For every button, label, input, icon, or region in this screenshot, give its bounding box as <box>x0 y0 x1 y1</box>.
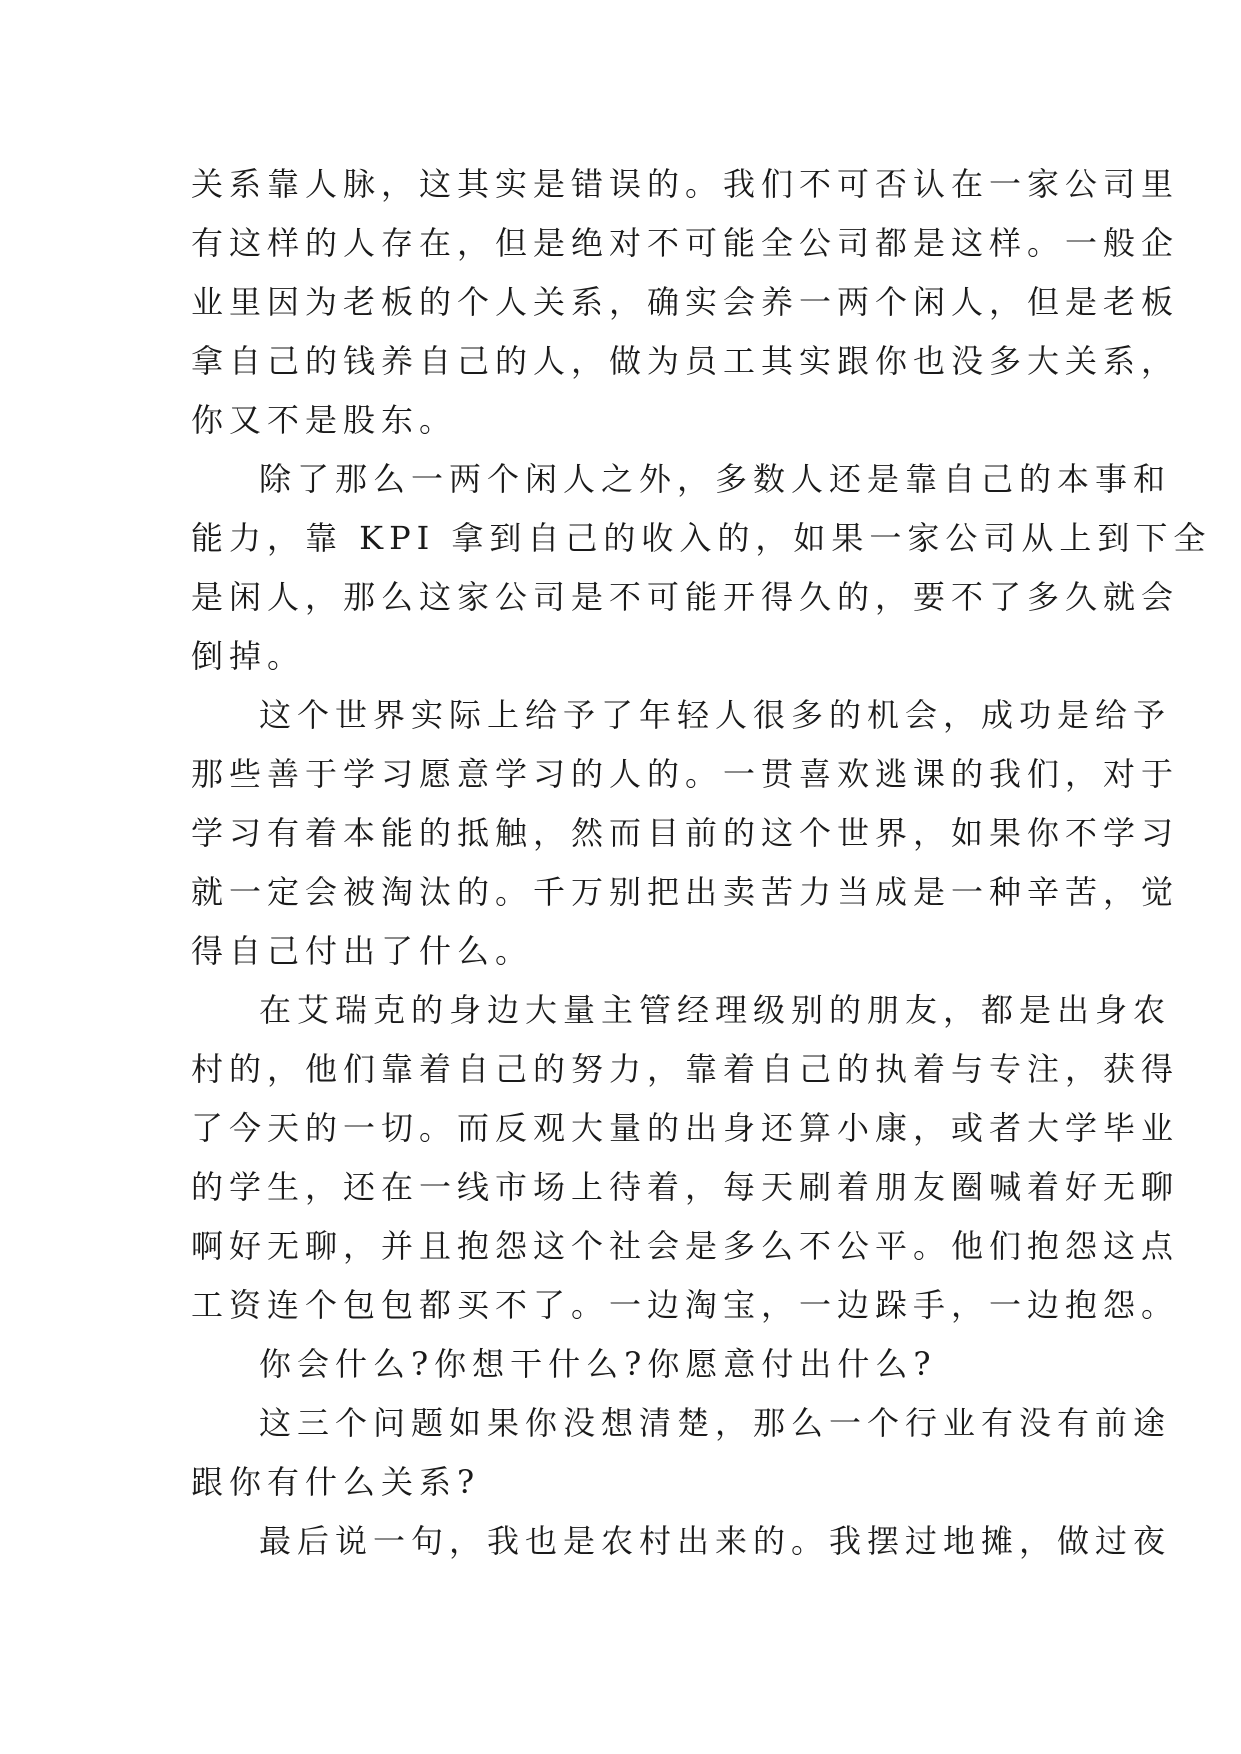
text-line: 工资连个包包都买不了。一边淘宝，一边跺手，一边抱怨。 <box>191 1286 1180 1324</box>
text-line: 能力，靠 KPI 拿到自己的收入的，如果一家公司从上到下全 <box>191 519 1212 557</box>
text-line: 拿自己的钱养自己的人，做为员工其实跟你也没多大关系， <box>191 342 1180 380</box>
text-line: 你又不是股东。 <box>191 401 458 439</box>
paragraph-start-line: 这个世界实际上给予了年轻人很多的机会，成功是给予 <box>259 696 1172 734</box>
text-line: 啊好无聊，并且抱怨这个社会是多么不公平。他们抱怨这点 <box>191 1227 1180 1265</box>
paragraph-start-line: 在艾瑞克的身边大量主管经理级别的朋友，都是出身农 <box>259 991 1172 1029</box>
paragraph-start-line: 你会什么?你想干什么?你愿意付出什么? <box>259 1345 937 1383</box>
text-line: 倒掉。 <box>191 637 306 675</box>
text-line: 关系靠人脉，这其实是错误的。我们不可否认在一家公司里 <box>191 165 1180 203</box>
text-line: 跟你有什么关系? <box>191 1463 481 1501</box>
text-line: 那些善于学习愿意学习的人的。一贯喜欢逃课的我们，对于 <box>191 755 1180 793</box>
text-line: 就一定会被淘汰的。千万别把出卖苦力当成是一种辛苦，觉 <box>191 873 1180 911</box>
paragraph-start-line: 最后说一句，我也是农村出来的。我摆过地摊，做过夜 <box>259 1522 1172 1560</box>
text-line: 学习有着本能的抵触，然而目前的这个世界，如果你不学习 <box>191 814 1180 852</box>
text-line: 的学生，还在一线市场上待着，每天刷着朋友圈喊着好无聊 <box>191 1168 1180 1206</box>
text-line: 村的，他们靠着自己的努力，靠着自己的执着与专注，获得 <box>191 1050 1180 1088</box>
text-line: 是闲人，那么这家公司是不可能开得久的，要不了多久就会 <box>191 578 1180 616</box>
text-line: 有这样的人存在，但是绝对不可能全公司都是这样。一般企 <box>191 224 1180 262</box>
text-line: 了今天的一切。而反观大量的出身还算小康，或者大学毕业 <box>191 1109 1180 1147</box>
document-body <box>191 155 1212 1571</box>
text-line: 得自己付出了什么。 <box>191 932 534 970</box>
text-line: 业里因为老板的个人关系，确实会养一两个闲人，但是老板 <box>191 283 1180 321</box>
paragraph-start-line: 除了那么一两个闲人之外，多数人还是靠自己的本事和 <box>259 460 1172 498</box>
paragraph-start-line: 这三个问题如果你没想清楚，那么一个行业有没有前途 <box>259 1404 1172 1442</box>
